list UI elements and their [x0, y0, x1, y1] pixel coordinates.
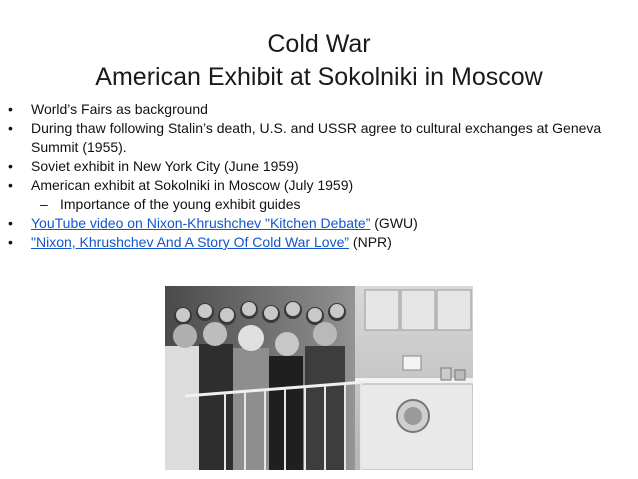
- sub-bullet-item: [8, 195, 630, 214]
- bullet-item: [8, 233, 630, 252]
- kitchen-debate-photo: [165, 286, 473, 470]
- bullet-dot: •: [8, 177, 13, 193]
- bullet-item: [8, 176, 630, 195]
- slide-title: [0, 28, 638, 94]
- sub-bullet-dash: –: [40, 196, 48, 212]
- bullet-text: Soviet exhibit in New York City (June 1959): [31, 158, 299, 174]
- bullet-dot: •: [8, 120, 13, 136]
- bullet-dot: •: [8, 158, 13, 174]
- bullet-text: American exhibit at Sokolniki in Moscow (July 1959): [31, 177, 354, 193]
- title-line-2: American Exhibit at Sokolniki in Moscow: [95, 63, 543, 91]
- bullet-dot: •: [8, 215, 13, 231]
- npr-cold-war-love-link[interactable]: "Nixon, Khrushchev And A Story Of Cold War Love”: [31, 234, 350, 250]
- bullet-item: [8, 157, 630, 176]
- bullet-item: [8, 214, 630, 233]
- bullet-text: During thaw following Stalin’s death, U.S. and USSR agree to cultural exchanges at Geneva Summit (1955).: [31, 120, 602, 155]
- kitchen-debate-photo-drawing: [165, 286, 473, 470]
- bullet-item: [8, 119, 630, 157]
- title-line-1: Cold War: [267, 30, 371, 58]
- bullet-item: [8, 100, 630, 119]
- bullet-dot: •: [8, 234, 13, 250]
- link-source-npr: (NPR): [349, 234, 392, 250]
- youtube-kitchen-debate-link[interactable]: YouTube video on Nixon-Khrushchev "Kitchen Debate”: [31, 215, 371, 231]
- bullet-dot: •: [8, 101, 13, 117]
- sub-bullet-text: Importance of the young exhibit guides: [60, 196, 301, 212]
- link-source-gwu: (GWU): [370, 215, 418, 231]
- bullet-text: World’s Fairs as background: [31, 101, 208, 117]
- bullet-list: [8, 100, 630, 252]
